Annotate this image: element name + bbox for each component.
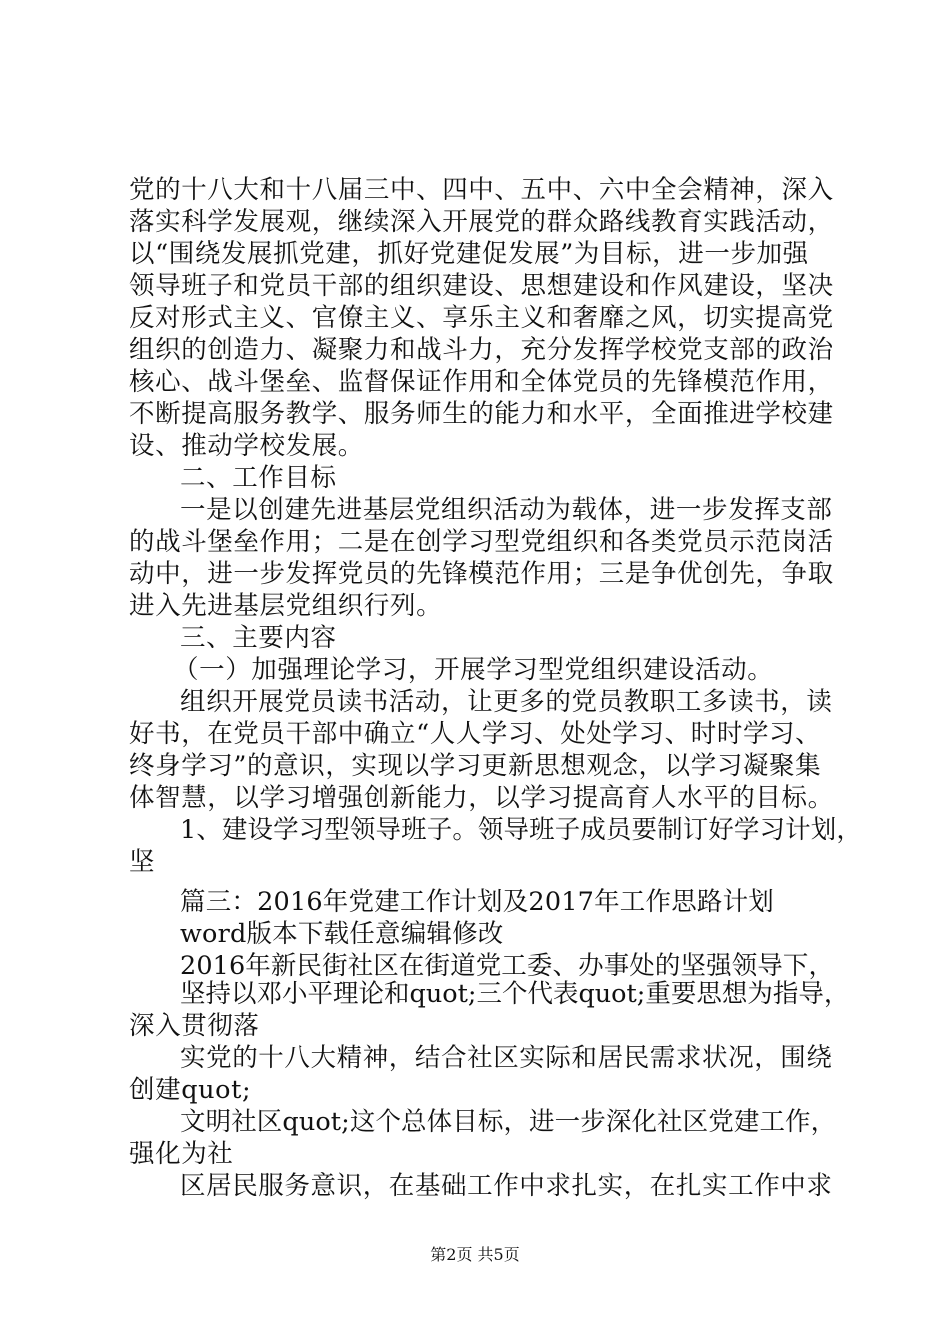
- text-line: 终身学习”的意识，实现以学习更新思想观念，以学习凝聚集: [129, 751, 822, 781]
- text-line: 体智慧，以学习增强创新能力，以学习提高育人水平的目标。: [129, 783, 834, 813]
- text-line: 文明社区quot;这个总体目标，进一步深化社区党建工作，: [180, 1107, 837, 1137]
- text-line: 强化为社: [129, 1139, 234, 1169]
- text-line: 党的十八大和十八届三中、四中、五中、六中全会精神，深入: [129, 175, 834, 205]
- text-line: 组织开展党员读书活动，让更多的党员教职工多读书，读: [180, 687, 833, 717]
- text-line: 组织的创造力、凝聚力和战斗力，充分发挥学校党支部的政治: [129, 335, 834, 365]
- text-line: 的战斗堡垒作用；二是在创学习型党组织和各类党员示范岗活: [129, 527, 834, 557]
- text-line: 不断提高服务教学、服务师生的能力和水平，全面推进学校建: [129, 399, 834, 429]
- text-line: 落实科学发展观，继续深入开展党的群众路线教育实践活动，: [129, 207, 834, 237]
- text-line: 领导班子和党员干部的组织建设、思想建设和作风建设，坚决: [129, 271, 834, 301]
- text-line: 核心、战斗堡垒、监督保证作用和全体党员的先锋模范作用，: [129, 367, 834, 397]
- text-line: 坚持以邓小平理论和quot;三个代表quot;重要思想为指导，: [180, 979, 850, 1009]
- text-line: 好书，在党员干部中确立“人人学习、处处学习、时时学习、: [129, 719, 822, 749]
- text-line: 1、建设学习型领导班子。领导班子成员要制订好学习计划，: [180, 815, 862, 845]
- text-line: 反对形式主义、官僚主义、享乐主义和奢靡之风，切实提高党: [129, 303, 834, 333]
- text-line: 设、推动学校发展。: [129, 431, 364, 461]
- text-line: 坚: [129, 847, 156, 877]
- section-heading: 二、工作目标: [180, 463, 337, 493]
- text-line: 以“围绕发展抓党建，抓好党建促发展”为目标，进一步加强: [129, 239, 809, 269]
- section-heading: 三、主要内容: [180, 623, 337, 653]
- text-line: 2016年新民街社区在街道党工委、办事处的坚强领导下，: [180, 951, 835, 981]
- text-line: 区居民服务意识，在基础工作中求扎实，在扎实工作中求: [180, 1171, 833, 1201]
- text-line: 一是以创建先进基层党组织活动为载体，进一步发挥支部: [180, 495, 833, 525]
- subsection-heading: （一）加强理论学习，开展学习型党组织建设活动。: [173, 655, 774, 685]
- text-line: 实党的十八大精神，结合社区实际和居民需求状况，围绕: [180, 1043, 833, 1073]
- page-footer: 第2页 共5页: [430, 1245, 520, 1264]
- text-line: 创建quot;: [129, 1075, 252, 1105]
- text-line: 进入先进基层党组织行列。: [129, 591, 443, 621]
- text-line: word版本下载任意编辑修改: [180, 919, 504, 949]
- text-line: 深入贯彻落: [129, 1011, 260, 1041]
- text-line: 动中，进一步发挥党员的先锋模范作用；三是争优创先，争取: [129, 559, 834, 589]
- article-title: 篇三：2016年党建工作计划及2017年工作思路计划: [180, 887, 774, 917]
